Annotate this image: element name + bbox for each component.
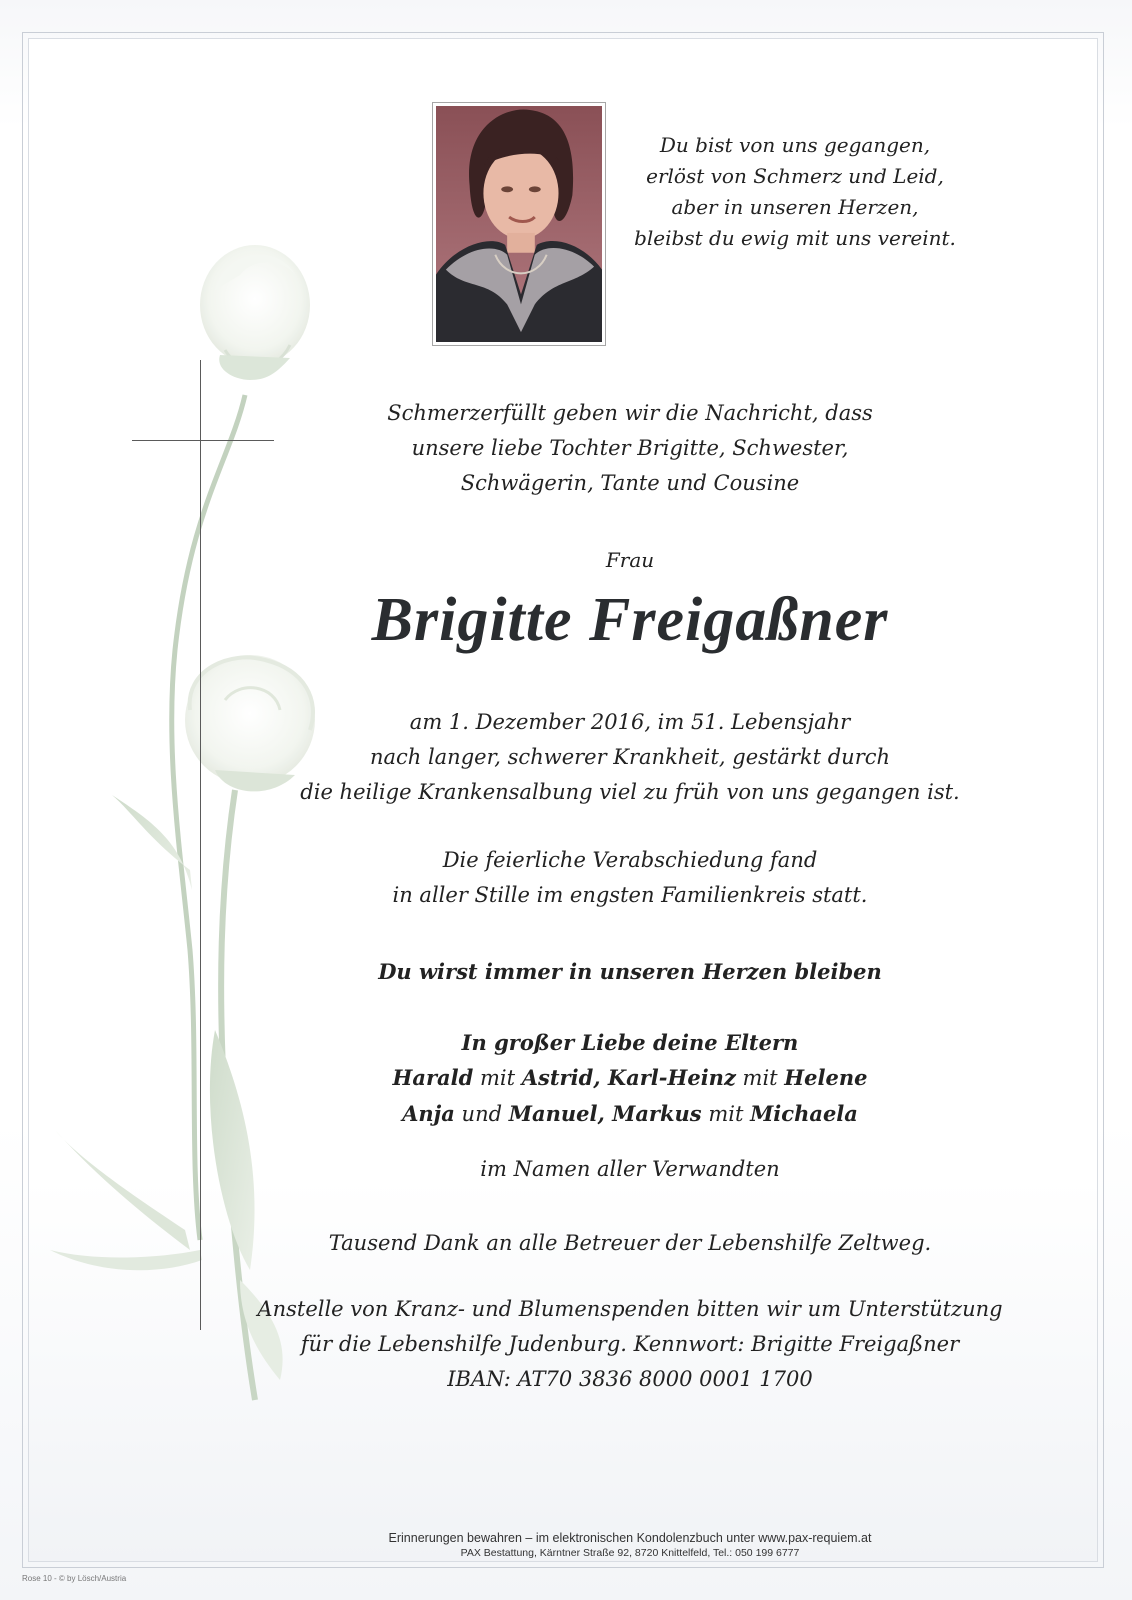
verse-line: aber in unseren Herzen, — [671, 195, 919, 219]
motto: Du wirst immer in unseren Herzen bleiben — [378, 959, 882, 984]
passing-details — [250, 705, 1010, 810]
announcement-line: Schwägerin, Tante und Cousine — [460, 471, 800, 495]
passing-line: am 1. Dezember 2016, im 51. Lebensjahr — [409, 710, 851, 734]
announcement-line: unsere liebe Tochter Brigitte, Schwester, — [411, 436, 849, 460]
footer-condolence-line: Erinnerungen bewahren – im elektronischen Kondolenzbuch unter www.pax-requiem.at — [388, 1531, 872, 1545]
passing-line: nach langer, schwerer Krankheit, gestärkt durch — [369, 745, 891, 769]
thanks-line: Tausend Dank an alle Betreuer der Lebenshilfe Zeltweg. — [328, 1231, 932, 1255]
cross-vertical — [200, 360, 201, 1330]
family-name: Helene — [784, 1065, 868, 1090]
family-name: Astrid, Karl-Heinz — [521, 1065, 736, 1090]
verse-line: Du bist von uns gegangen, — [659, 133, 931, 157]
family-connector: und — [454, 1102, 509, 1126]
farewell-line: Die feierliche Verabschiedung fand — [442, 848, 818, 872]
footer — [250, 1531, 1010, 1561]
farewell-note — [250, 843, 1010, 913]
donation-line: Anstelle von Kranz- und Blumenspenden bitten wir um Unterstützung — [257, 1297, 1003, 1321]
family-connector: mit — [473, 1066, 522, 1090]
family-signature — [250, 1025, 1010, 1132]
farewell-line: in aller Stille im engsten Familienkreis statt. — [392, 883, 868, 907]
iban-line: IBAN: AT70 3836 8000 0001 1700 — [447, 1367, 813, 1391]
family-name: Manuel, Markus — [508, 1101, 702, 1126]
family-name: Harald — [392, 1065, 474, 1090]
announcement — [250, 396, 1010, 501]
memorial-verse — [630, 130, 960, 254]
family-line: In großer Liebe deine Eltern — [461, 1030, 799, 1055]
family-name: Michaela — [750, 1101, 858, 1126]
footer-address-line: PAX Bestattung, Kärntner Straße 92, 8720 Knittelfeld, Tel.: 050 199 6777 — [460, 1547, 800, 1559]
portrait-image — [436, 106, 602, 342]
family-line — [250, 1060, 1010, 1096]
image-credit: Rose 10 - © by Lösch/Austria — [22, 1574, 127, 1583]
family-name: Anja — [402, 1101, 455, 1126]
verse-line: bleibst du ewig mit uns vereint. — [634, 226, 956, 250]
salutation: Frau — [605, 548, 655, 572]
family-line — [250, 1096, 1010, 1132]
donation-line: für die Lebenshilfe Judenburg. Kennwort: Brigitte Freigaßner — [300, 1332, 960, 1356]
deceased-name: Brigitte Freigaßner — [371, 586, 889, 654]
passing-line: die heilige Krankensalbung viel zu früh von uns gegangen ist. — [300, 780, 960, 804]
donation-note — [250, 1292, 1010, 1397]
announcement-line: Schmerzerfüllt geben wir die Nachricht, dass — [387, 401, 873, 425]
relatives-line: im Namen aller Verwandten — [480, 1157, 780, 1181]
family-connector: mit — [735, 1066, 785, 1090]
portrait-photo — [432, 102, 606, 346]
family-connector: mit — [701, 1102, 751, 1126]
verse-line: erlöst von Schmerz und Leid, — [646, 164, 944, 188]
